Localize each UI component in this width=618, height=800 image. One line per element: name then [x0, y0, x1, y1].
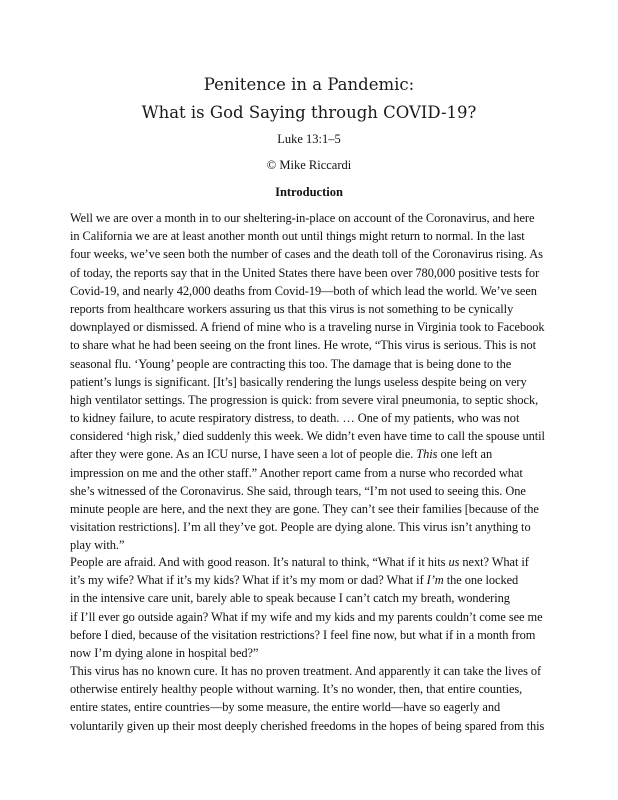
paragraph-line: entire states, entire countries—by some measure, the entire world—have so eagerly and [70, 700, 501, 715]
title-line-2: What is God Saying through COVID-19? [141, 103, 477, 122]
paragraph-line: to share what he had been seeing on the front lines. He wrote, “This virus is serious. This is not [70, 338, 537, 353]
paragraph-line: now I’m dying alone in hospital bed?” [70, 645, 259, 660]
paragraph-2 [70, 553, 600, 662]
paragraph-line: impression on me and the other staff.” Another report came from a nurse who recorded what [70, 465, 523, 480]
paragraph-line: play with.” [70, 538, 125, 553]
paragraph-line-with-emphasis [70, 553, 600, 571]
paragraph-line: downplayed or dismissed. A friend of mine who is a traveling nurse in Virginia took to Facebook [70, 320, 545, 335]
paragraph-line: high ventilator settings. The progression is quick: from severe viral pneumonia, to septic shock, [70, 392, 539, 407]
paragraph-line: considered ‘high risk,’ died suddenly this week. We didn’t even have time to call the spouse until [70, 429, 545, 444]
paragraph-line: This virus has no known cure. It has no proven treatment. And apparently it can take the lives of [70, 664, 542, 678]
line-text: the one locked [443, 573, 519, 588]
line-text: one left an [437, 447, 493, 462]
paragraph-line: in the intensive care unit, barely able to speak because I can’t catch my breath, wondering [70, 591, 510, 606]
line-text: it’s my wife? What if it’s my kids? What if it’s my mom or dad? What if [70, 573, 427, 588]
paragraph-line-with-emphasis [70, 445, 600, 463]
paragraph-3 [70, 662, 600, 735]
paragraph-line: voluntarily given up their most deeply cherished freedoms in the hopes of being spared from this [70, 718, 545, 733]
paragraph-line: in California we are at least another month out until things might return to normal. In the last [70, 229, 525, 244]
paragraph-line: Covid-19, and nearly 42,000 deaths from Covid-19—both of which lead the world. We’ve seen [70, 283, 537, 298]
line-text: after they were gone. As an ICU nurse, I have seen a lot of people die. [70, 447, 414, 462]
line-text: People are afraid. And with good reason. It’s natural to think, “What if it hits [70, 555, 449, 569]
paragraph-line: she’s witnessed of the Coronavirus. She said, through tears, “I’m not used to seeing this. One [70, 483, 526, 498]
paragraph-line: minute people are here, and the next they are gone. They can’t see their families [because of the [70, 502, 539, 516]
paragraph-line: to kidney failure, to acute respiratory distress, to death. … One of my patients, who was not [70, 411, 520, 426]
emphasis-text: us [448, 555, 460, 569]
author-credit: © Mike Riccardi [266, 158, 352, 172]
paragraph-line: if I’ll ever go outside again? What if my wife and my kids and my parents couldn’t come see me [70, 609, 543, 624]
paragraph-line: patient’s lungs is significant. [It’s] basically rendering the lungs useless despite being on very [70, 374, 527, 389]
paragraph-line: Well we are over a month in to our sheltering-in-place on account of the Coronavirus, and here [70, 211, 535, 225]
paragraph-line-with-emphasis [70, 571, 600, 589]
paragraph-line: seasonal flu. ‘Young’ people are contracting this too. The damage that is being done to the [70, 356, 512, 371]
line-text: next? What if [459, 555, 529, 569]
section-heading: Introduction [275, 185, 343, 199]
paragraph-line: before I died, because of the visitation restrictions? I feel fine now, but what if in a month from [70, 627, 536, 642]
paragraph-line: visitation restrictions]. I’m all they’ve got. People are dying alone. This virus isn’t anything to [70, 520, 531, 535]
emphasis-text: This [416, 447, 438, 462]
paragraph-line: reports from healthcare workers assuring us that this virus is not something to be cynically [70, 301, 514, 316]
paragraph-line: otherwise entirely healthy people without warning. It’s no wonder, then, that entire counties, [70, 682, 523, 697]
paragraph-line: four weeks, we’ve seen both the number of cases and the death toll of the Coronavirus rising. As [70, 247, 543, 262]
paragraph-line: of today, the reports say that in the United States there have been over 780,000 positive tests for [70, 265, 540, 280]
title-line-1: Penitence in a Pandemic: [203, 75, 415, 94]
emphasis-text: I’m [426, 573, 444, 588]
paragraph-1 [70, 209, 600, 555]
scripture-reference: Luke 13:1–5 [277, 132, 341, 146]
